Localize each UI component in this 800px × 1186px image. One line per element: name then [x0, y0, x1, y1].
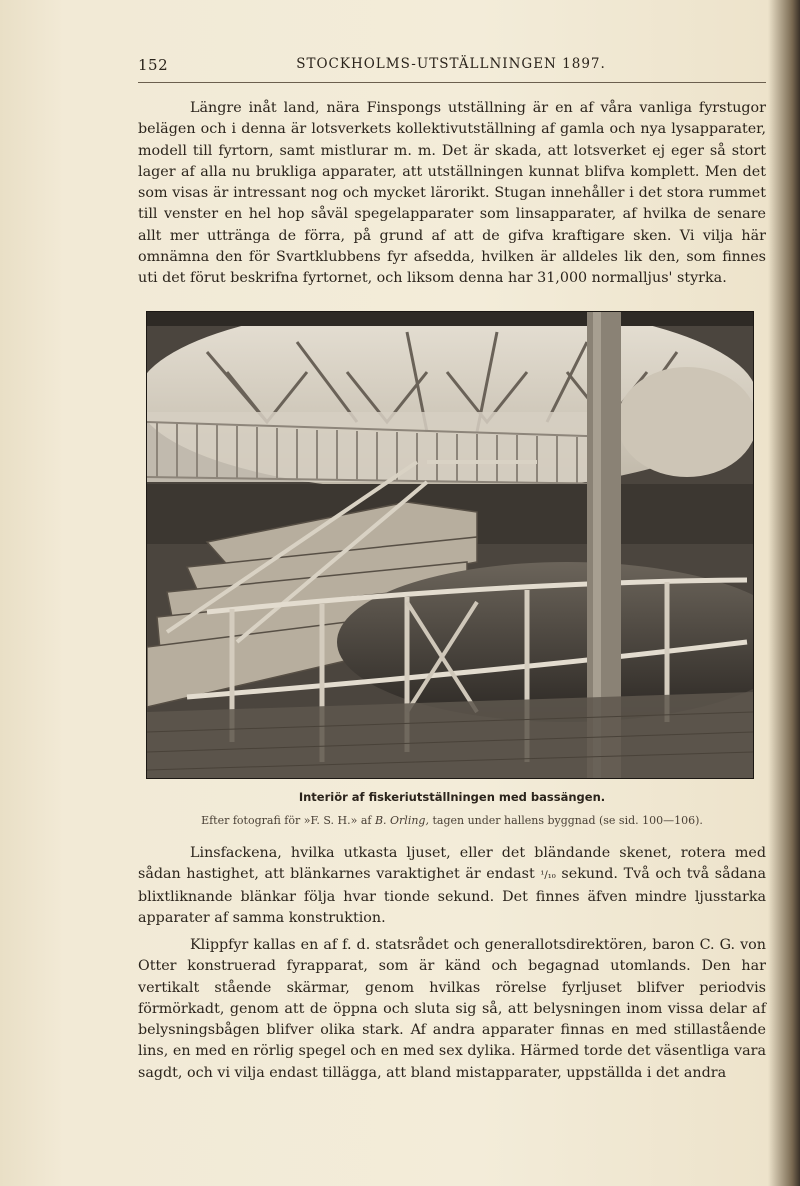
- exhibition-photograph: [147, 312, 753, 778]
- p2-text-after: sekund. Två och två sådana blixtliknande blänkar följa hvar tionde sekund. Det finnes äfven mindre ljusstarka apparater af samma konstruktion.: [138, 866, 767, 926]
- running-title: STOCKHOLMS-UTSTÄLLNINGEN 1897.: [296, 56, 606, 72]
- header-rule: [138, 82, 766, 83]
- paragraph-lighthouse-cottage: Längre inåt land, nära Finspongs utställning är en af våra vanliga fyrstugor belägen och i denna är lotsverkets kollektivutställning af gamla och nya lysapparater, modell till fyrtorn, samt mistlurar m. m. Det är skada, att lotsverket ej eger så stort lager af alla nu brukliga apparater, att utställningen kunnat blifva komplett. Men det som visas är intressant nog och mycket lärorikt. Stugan innehåller i det stora rummet till venster en hel hop såväl spegelapparater som linsapparater, af hvilka de senare allt mer uttränga de förra, på grund af att de gifva kraftigare sken. Vi vilja här omnämna den för Svartklubbens fyr afsedda, hvilken är alldeles lik den, som finnes uti det förut beskrifna fyrtornet, och liksom denna har 31,000 normalljus' styrka.: [138, 100, 766, 287]
- credit-prefix: Efter fotografi för »F. S. H.» af: [201, 814, 372, 827]
- figure-caption-credit: [138, 814, 766, 827]
- page-header: [138, 56, 764, 80]
- p2-fraction: ¹/₁₀: [540, 870, 556, 882]
- p2-text-before: Linsfackena, hvilka utkasta ljuset, eller det bländande skenet, rotera med sådan hastighet, att blänkarnes varaktighet är endast: [138, 845, 766, 883]
- credit-suffix: tagen under hallens byggnad (se sid. 100—106).: [432, 814, 703, 827]
- photo-illustration: [147, 312, 753, 778]
- paragraph-lens-panels: [138, 843, 766, 929]
- page-number: 152: [138, 56, 169, 74]
- paragraph-klippfyr: Klippfyr kallas en af f. d. statsrådet och generallotsdirektören, baron C. G. von Otter konstruerad fyrapparat, som är känd och begagnad utomlands. Den har vertikalt stående skärmar, genom hvilkas rörelse fyrljuset blifver periodvis förmörkadt, genom att de öppna och sluta sig så, att belysningen inom vissa delar af belysningsbågen blifver olika stark. Af andra apparater finnas en med stillastående lins, en med en rörlig spegel och en med sex dylika. Härmed torde det väsentliga vara sagdt, och vi vilja endast tillägga, att bland mistapparater, uppställda i det andra: [138, 937, 766, 1081]
- credit-author: B. Orling,: [374, 814, 429, 827]
- figure-caption-title: Interiör af fiskeriutställningen med bassängen.: [298, 790, 606, 804]
